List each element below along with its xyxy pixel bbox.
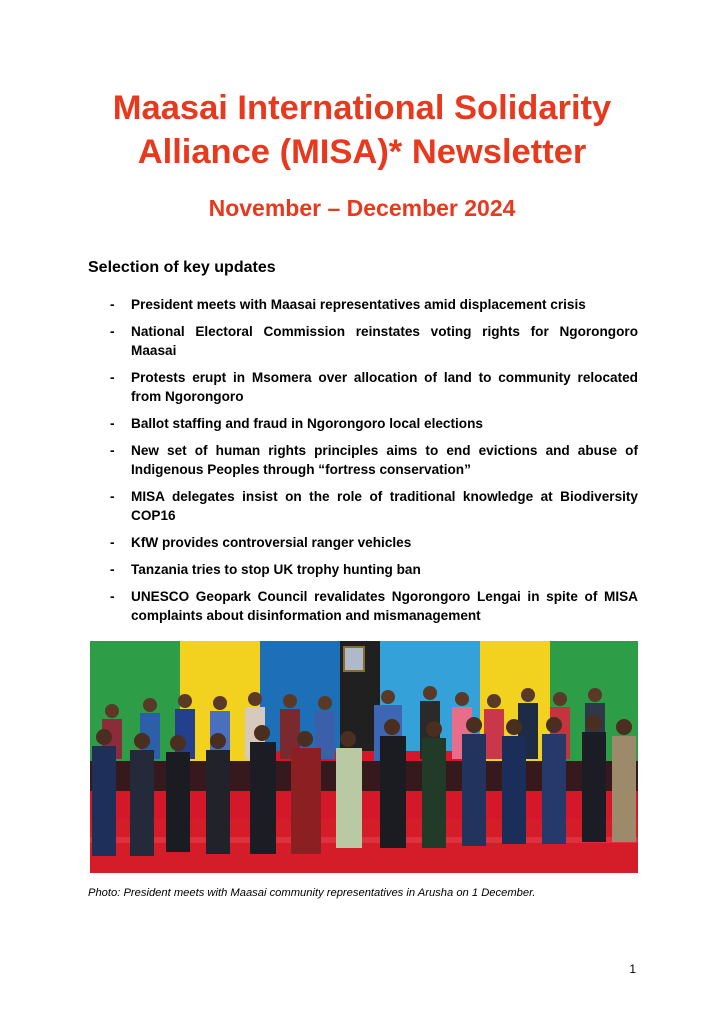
update-text: UNESCO Geopark Council revalidates Ngorongoro Lengai in spite of MISA complaints about disinformation and mismanagement <box>131 589 638 623</box>
update-item <box>88 295 638 314</box>
update-text: National Electoral Commission reinstates voting rights for Ngorongoro Maasai <box>131 324 638 358</box>
page-number: 1 <box>629 962 636 976</box>
section-heading: Selection of key updates <box>88 259 276 276</box>
bullet-dash: - <box>110 589 115 604</box>
update-item <box>88 587 638 625</box>
update-text: KfW provides controversial ranger vehicles <box>131 535 412 550</box>
update-text: Ballot staffing and fraud in Ngorongoro local elections <box>131 416 483 431</box>
photo-caption: Photo: President meets with Maasai community representatives in Arusha on 1 December. <box>88 887 536 899</box>
update-text: Tanzania tries to stop UK trophy hunting ban <box>131 562 421 577</box>
group-photo <box>90 641 638 873</box>
key-updates-list <box>88 295 638 633</box>
update-item <box>88 533 638 552</box>
newsletter-period: November – December 2024 <box>208 195 516 221</box>
bullet-dash: - <box>110 443 115 458</box>
update-item <box>88 368 638 406</box>
update-text: Protests erupt in Msomera over allocation of land to community relocated from Ngorongoro <box>131 370 638 404</box>
bullet-dash: - <box>110 562 115 577</box>
bullet-dash: - <box>110 416 115 431</box>
bullet-dash: - <box>110 324 115 339</box>
newsletter-title <box>60 86 664 174</box>
update-item <box>88 441 638 479</box>
bullet-dash: - <box>110 535 115 550</box>
update-item <box>88 560 638 579</box>
update-item <box>88 414 638 433</box>
update-item <box>88 487 638 525</box>
title-line-2: Alliance (MISA)* Newsletter <box>137 133 587 171</box>
bullet-dash: - <box>110 489 115 504</box>
update-item <box>88 322 638 360</box>
title-line-1: Maasai International Solidarity <box>112 89 612 127</box>
update-text: MISA delegates insist on the role of traditional knowledge at Biodiversity COP16 <box>131 489 638 523</box>
bullet-dash: - <box>110 297 115 312</box>
update-text: New set of human rights principles aims to end evictions and abuse of Indigenous Peoples through “fortress conservation” <box>131 443 638 477</box>
bullet-dash: - <box>110 370 115 385</box>
update-text: President meets with Maasai representatives amid displacement crisis <box>131 297 586 312</box>
